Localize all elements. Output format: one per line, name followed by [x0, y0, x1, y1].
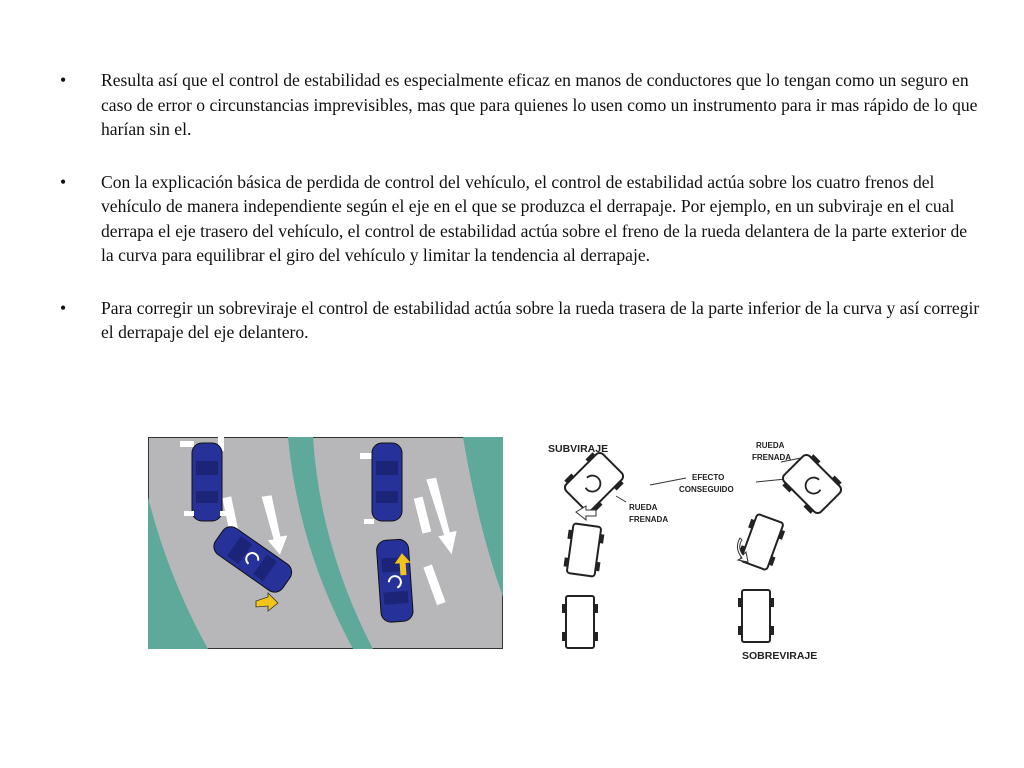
leader-line — [650, 478, 686, 485]
car-schematic-icon — [563, 523, 606, 578]
bullet-list — [60, 68, 980, 373]
bullet-item-3 — [60, 296, 980, 345]
car-schematic-icon — [737, 512, 788, 571]
car-schematic-icon — [560, 448, 628, 516]
bullet-marker: • — [60, 70, 67, 90]
bullet-marker: • — [60, 297, 67, 318]
car-schematic-icon — [562, 596, 598, 648]
label-efecto-conseguido: EFECTO — [692, 473, 725, 482]
label-sobreviraje: SOBREVIRAJE — [742, 650, 818, 662]
bullet-text: Con la explicación básica de perdida de control del vehículo, el control de estabilidad actúa sobre los cuatro frenos del vehículo de manera independiente según el eje en el que se produzca el derrapaje. Por ejemplo, en un subviraje en el cual derrapa el eje trasero del vehículo, el control de estabilidad actúa sobre el freno de la rueda delantera de la parte exterior de la curva para equilibrar el giro del vehículo y limitar la tendencia al derrapaje. — [101, 171, 968, 265]
label-subviraje: SUBVIRAJE — [548, 443, 609, 455]
label-rueda-frenada-left: FRENADA — [629, 515, 669, 524]
car-icon — [376, 539, 415, 623]
label-rueda-frenada-right: FRENADA — [752, 453, 792, 462]
bullet-marker: • — [60, 171, 67, 192]
bullet-text: Resulta así que el control de estabilidad es especialmente eficaz en manos de conductores que lo tengan como un seguro en caso de error o circunstancias imprevisibles, mas que para quienes lo usen como un instrumento para ir mas rápido de lo que harían sin el. — [101, 70, 978, 139]
bullet-item-1 — [60, 68, 980, 142]
label-efecto-conseguido: CONSEGUIDO — [679, 485, 734, 494]
leader-line — [616, 496, 626, 502]
road-illustration — [148, 437, 503, 649]
bullet-item-2 — [60, 170, 980, 268]
car-schematic-icon — [738, 590, 774, 642]
stability-diagram — [536, 430, 866, 665]
label-rueda-frenada-right: RUEDA — [756, 441, 785, 450]
bullet-text: Para corregir un sobreviraje el control de estabilidad actúa sobre la rueda trasera de la parte inferior de la curva y así corregir el derrapaje del eje delantero. — [101, 297, 980, 342]
label-rueda-frenada-left: RUEDA — [629, 503, 658, 512]
